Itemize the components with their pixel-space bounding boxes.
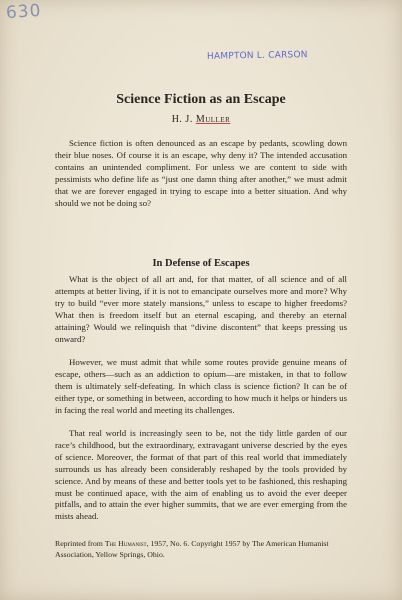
reprint-note — [55, 539, 350, 560]
ownership-stamp: HAMPTON L. CARSON — [206, 50, 308, 62]
reprint-prefix: Reprinted from — [55, 539, 103, 548]
publication-name: The Humanist — [104, 539, 147, 548]
reprint-details: , 1957, No. 6. Copyright 1957 by The American Humanist Association, Yellow Springs, Ohio. — [55, 539, 329, 559]
handwritten-page-number: 630 — [5, 0, 43, 24]
body-paragraph: That real world is increasingly seen to be, not the tidy little garden of our race’s childhood, but the extraordinary, extravagant universe descried by the eyes of science. Moreover, the format of that part of this real world that immediately surrounds us has already been considerably reshaped by the tools provided by science. And by means of these and better tools yet to be fashioned, this reshaping must be continued apace, with the aim of enabling us to avoid the ever deeper pitfalls, and to attain the ever higher summits, that we are ever emerging from the mists ahead. — [55, 428, 347, 522]
body-paragraph: What is the object of all art and, for that matter, of all science and of all attempts at better living, if it is not to emancipate ourselves more and more? Why try to build “ever more stately mansions,” unless to escape to higher freedoms? What then is freedom itself but an eternal escaping, and thereby an eternal attaining? Would we relinquish that “divine discontent” that keeps pressing us onward? — [55, 274, 347, 344]
body-paragraph: However, we must admit that while some routes provide genuine means of escape, others—such as an addiction to opium—are mistaken, in that to follow them is ultimately self-defeating. In which class is science fiction? It can be of either type, or something in between, according to how much it helps or hinders us in facing the real world and meeting its challenges. — [55, 357, 347, 415]
intro-paragraph: Science fiction is often denounced as an escape by pedants, scowling down their blue noses. Of course it is an escape, why deny it? The intended accusation contains an unintended compliment. For unless we are content to side with pessimists who define life as “just one damn thing after another,” we must admit that we are forever engaged in trying to escape into a better situation. And why should we not be doing so? — [55, 138, 347, 208]
section-heading: In Defense of Escapes — [152, 258, 250, 269]
author-surname: Muller — [195, 114, 231, 125]
author-initials: H. J. — [171, 114, 193, 125]
author-byline — [0, 114, 402, 125]
article-title: Science Fiction as an Escape — [116, 92, 286, 107]
